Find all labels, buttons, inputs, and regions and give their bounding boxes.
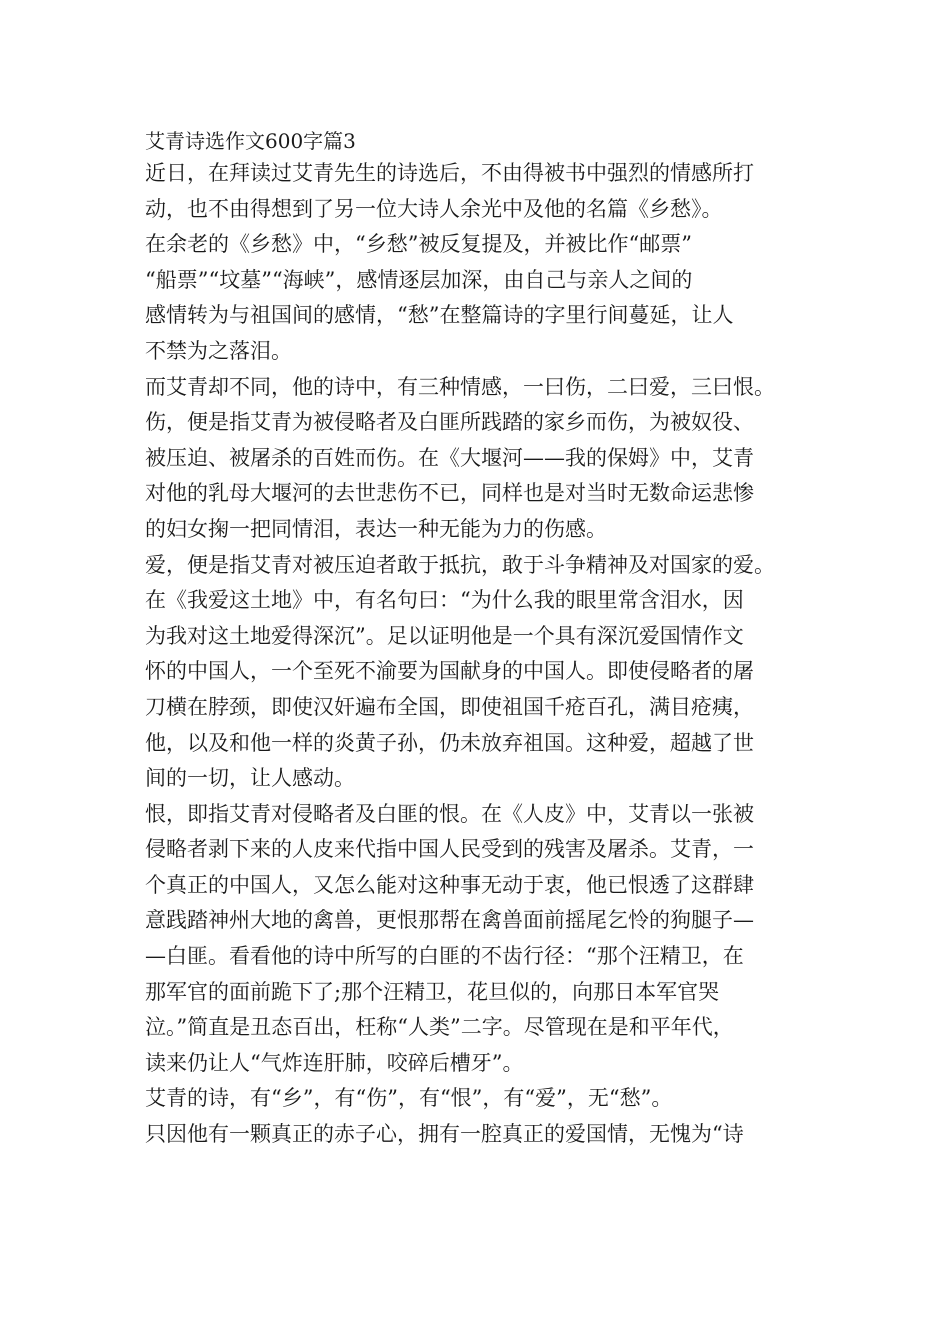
text-line: 不禁为之落泪。 bbox=[145, 338, 292, 363]
document-body bbox=[145, 126, 810, 1153]
text-line: 个真正的中国人，又怎么能对这种事无动于衷，他已恨透了这群肆 bbox=[145, 872, 754, 897]
text-line: 间的一切，让人感动。 bbox=[145, 766, 355, 791]
text-line: 意践踏神州大地的禽兽，更恨那帮在禽兽面前摇尾乞怜的狗腿子— bbox=[145, 908, 754, 933]
text-line: 伤，便是指艾青为被侵略者及白匪所践踏的家乡而伤，为被奴役、 bbox=[145, 410, 754, 435]
text-line: 刀横在脖颈，即使汉奸遍布全国，即使祖国千疮百孔，满目疮痍， bbox=[145, 694, 754, 719]
text-line: 那军官的面前跪下了;那个汪精卫，花旦似的，向那日本军官哭 bbox=[145, 979, 720, 1004]
text-line: 近日，在拜读过艾青先生的诗选后，不由得被书中强烈的情感所打 bbox=[145, 161, 754, 185]
text-line: 动，也不由得想到了另一位大诗人余光中及他的名篇《乡愁》。 bbox=[145, 196, 723, 221]
text-line: 他，以及和他一样的炎黄子孙，仍未放弃祖国。这种爱，超越了世 bbox=[145, 730, 754, 755]
text-line: 艾青的诗，有“乡”，有“伤”，有“恨”，有“爱”，无“愁”。 bbox=[145, 1086, 673, 1111]
text-line: 对他的乳母大堰河的去世悲伤不已，同样也是对当时无数命运悲惨 bbox=[145, 481, 754, 506]
text-line: 侵略者剥下来的人皮来代指中国人民受到的残害及屠杀。艾青，一 bbox=[145, 837, 754, 862]
text-line: 只因他有一颗真正的赤子心，拥有一腔真正的爱国情，无愧为“诗 bbox=[145, 1122, 744, 1147]
document-text bbox=[145, 156, 810, 1153]
text-line: “船票”“坟墓”“海峡”，感情逐层加深，由自己与亲人之间的 bbox=[145, 267, 693, 292]
text-line: 恨，即指艾青对侵略者及白匪的恨。在《人皮》中，艾青以一张被 bbox=[145, 801, 754, 826]
text-line: 泣。”简直是丑态百出，枉称“人类”二字。尽管现在是和平年代， bbox=[145, 1015, 734, 1040]
text-line: 在《我爱这土地》中，有名句曰：“为什么我的眼里常含泪水，因 bbox=[145, 588, 744, 613]
document-title: 艾青诗选作文600字篇3 bbox=[145, 129, 356, 153]
text-line: 在余老的《乡愁》中，“乡愁”被反复提及，并被比作“邮票” bbox=[145, 232, 692, 257]
text-line: 怀的中国人，一个至死不渝要为国献身的中国人。即使侵略者的屠 bbox=[145, 659, 754, 684]
text-line: 读来仍让人“气炸连肝肺，咬碎后槽牙”。 bbox=[145, 1050, 524, 1075]
text-line: 的妇女掬一把同情泪，表达一种无能为力的伤感。 bbox=[145, 516, 607, 541]
text-line: 爱，便是指艾青对被压迫者敢于抵抗，敢于斗争精神及对国家的爱。 bbox=[145, 552, 775, 577]
text-line: —白匪。看看他的诗中所写的白匪的不齿行径：“那个汪精卫，在 bbox=[145, 944, 744, 969]
text-line: 感情转为与祖国间的感情，“愁”在整篇诗的字里行间蔓延，让人 bbox=[145, 303, 734, 328]
text-line: 为我对这土地爱得深沉”。足以证明他是一个具有深沉爱国情作文 bbox=[145, 623, 744, 648]
text-line: 被压迫、被屠杀的百姓而伤。在《大堰河——我的保姆》中，艾青 bbox=[145, 445, 754, 470]
text-line: 而艾青却不同，他的诗中，有三种情感，一曰伤，二曰爱，三曰恨。 bbox=[145, 374, 775, 399]
